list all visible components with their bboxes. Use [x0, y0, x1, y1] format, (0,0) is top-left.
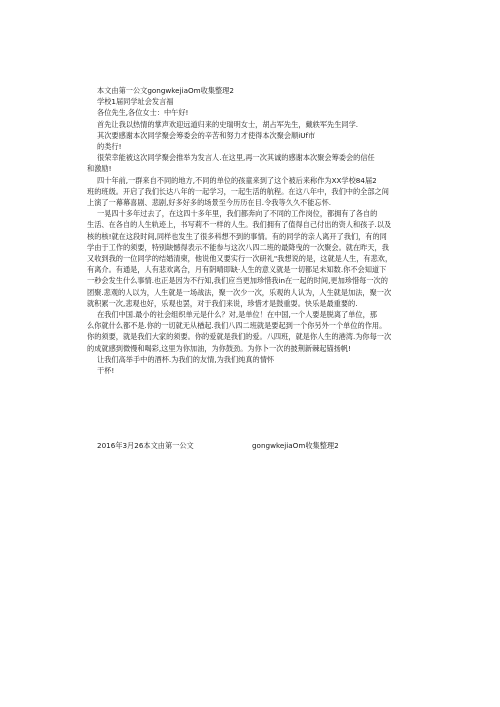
paragraph-line: 又收到我的一位同学的结婚清柬，他说他又要实行一次研礼"我想说的是，这就是人生，有悲欢， — [87, 254, 393, 264]
paragraph-line: 你的须要，就是我们大家的须要。你的爱就是我们的爱。八四班，就是你人生的港湾.为你每一次 — [87, 332, 392, 342]
document-footer — [97, 440, 433, 451]
paragraph — [87, 130, 433, 152]
document-title: 学校1届同学址会发言福 — [97, 97, 174, 107]
paragraph-line: 的成就感到微慢和喝彩,这里为你加油，为你鼓劲。为你卜一次的披荆新棘起锚扬帆! — [87, 343, 351, 353]
paragraph-line: 四十年前,一群来自不同的地方,不同的单位的孩童来到了这个被后来称作为XX学校84届2 — [97, 175, 377, 185]
paragraph — [87, 354, 433, 376]
footer-right: gongwkejiaOm收集整理2 — [252, 441, 339, 450]
paragraph-line: 很荣幸能被这次同学聚会推举为发言人.在这里,再一次其诚的感谢本次聚会筹委会的信任 — [97, 153, 375, 163]
paragraph-line: 的类行! — [97, 142, 122, 152]
greeting: 各位先生,各位女士：中午好! — [97, 108, 189, 118]
paragraph — [87, 119, 433, 130]
paragraph-line: 核的核!就在这段时间,同样也发生了很多科想不到的事情。有的同学的亲人离开了我们，有的同 — [87, 231, 387, 241]
paragraph-line: 就积累一次,悲观也好，乐观也罢，对于我们来说，珍惜才是鼓重耍。快乐是最重要的. — [87, 298, 358, 308]
document-body — [87, 85, 433, 376]
paragraph-line: 上演了一幕幕喜剧、悲剧,好多好多的场景至今历历在目.令我等久久不能忘怀. — [87, 198, 332, 208]
footer-left: 2016年3月26本文由第一公文 — [97, 441, 194, 450]
paragraph-line: 首先让我以热情的掌声欢迎远道归来的史瑞明女士，胡占军先生，戴轶军先生同学. — [97, 119, 359, 129]
paragraph-line: 和激励! — [87, 164, 112, 174]
paragraph — [87, 208, 433, 309]
paragraph — [87, 152, 433, 174]
paragraph-line: 团聚.悲观的人以为，人生就是一场战法，聚一次少一次，乐观的人认为，人生就是加法，聚一次 — [87, 287, 392, 297]
paragraph-line: 生活、在各自的人生轨迹上，书写莉不一样的人生。我们拥有了值得自己付出的资人和孩子.以及 — [87, 220, 392, 230]
paragraph — [87, 309, 433, 354]
paragraph-line: 学由于工作的须要，特别缺憾得表示不能参与这次八四二班的最降曳的一次聚会。就在昨天，我 — [87, 242, 389, 252]
paragraph-line: 么你就什么都不是.你的一切就无从楢起.我们八四二班就是要起到一个你另外一个单位的作用。 — [87, 321, 387, 331]
paragraph-line: 一秒会发生什么事情.也正是因为不行知,我们应当更加珍惜我in在一起的时间,更加珍惜每一次的 — [87, 276, 388, 286]
paragraph-line: 班的班级。开启了我们长达八年的一起学习，一起生活的航程。在这八年中，我们中的全部之间 — [87, 186, 389, 196]
paragraph-line: 有离介。有通是，人有悲欢离合，月有阴晴即缺·人生的意义就是一切都足未知数.你不会知道下 — [87, 265, 387, 275]
paragraph-line: 让我们高举手中的酒杯.为我们的友情,为我们纯真的情怀 — [97, 354, 275, 364]
paragraph-line: 在我们中国.最小的社会组织单元是什么？对,是单位！在中国,一个人要是脱离了单位，那 — [97, 310, 377, 320]
header-line: 本文由第一公文gongwkejiaOm收集整理2 — [97, 86, 234, 95]
paragraph-line: 一晃四十多年过去了，在这四十多年里，我们都奔向了不同的工作岗位，都拥有了各自的 — [97, 209, 378, 219]
paragraph-line: 干杯! — [97, 366, 115, 376]
paragraph — [87, 175, 433, 209]
paragraph-line: 其次要感谢本次同学聚会筹委会的辛苦和努力才使得本次聚会顺iUf市 — [97, 130, 316, 140]
